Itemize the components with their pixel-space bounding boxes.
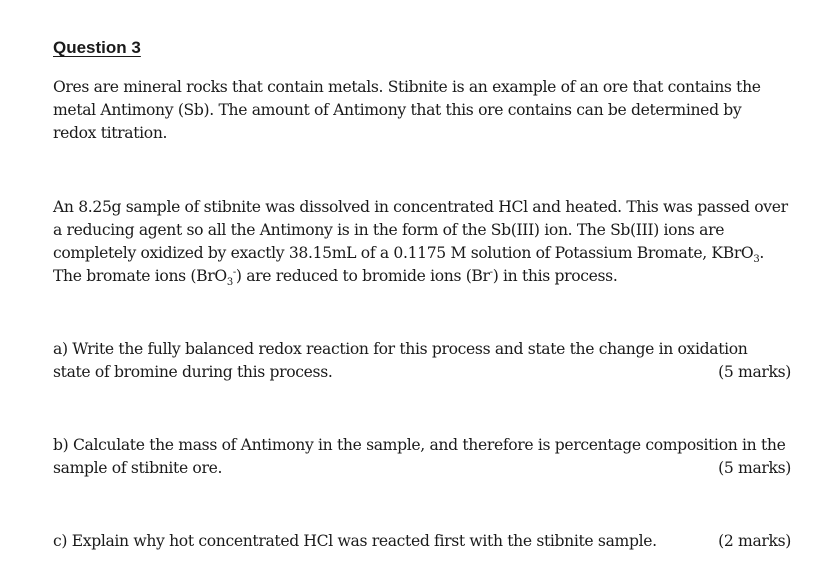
question-a-line: state of bromine during this process. <box>53 363 333 381</box>
context-line <box>53 265 805 288</box>
context-line: a reducing agent so all the Antimony is in the form of the Sb(III) ion. The Sb(III) ions are <box>53 221 725 239</box>
context-paragraph <box>53 196 805 288</box>
question-a <box>53 338 791 384</box>
question-c-row <box>53 530 791 553</box>
question-b-line: sample of stibnite ore. <box>53 459 223 477</box>
question-c <box>53 530 791 553</box>
question-a-line: a) Write the fully balanced redox reaction for this process and state the change in oxidation <box>53 340 748 358</box>
question-a-row <box>53 361 791 384</box>
question-c-line: c) Explain why hot concentrated HCl was reacted first with the stibnite sample. <box>53 532 657 550</box>
context-text: . <box>759 244 764 262</box>
marks-label: (2 marks) <box>718 532 791 550</box>
context-text: The bromate ions (BrO <box>53 267 227 285</box>
marks-label: (5 marks) <box>718 363 791 381</box>
question-b-row <box>53 457 791 480</box>
subscript: 3 <box>226 277 233 289</box>
superscript: - <box>232 266 236 278</box>
question-b <box>53 434 791 480</box>
context-line: An 8.25g sample of stibnite was dissolved in concentrated HCl and heated. This was passed over <box>53 198 788 216</box>
question-b-line: b) Calculate the mass of Antimony in the sample, and therefore is percentage composition in the <box>53 436 786 454</box>
marks-label: (5 marks) <box>718 459 791 477</box>
context-text: ) are reduced to bromide ions (Br <box>235 267 490 285</box>
subscript: 3 <box>753 254 760 266</box>
question-heading: Question 3 <box>53 38 141 57</box>
intro-line: metal Antimony (Sb). The amount of Antimony that this ore contains can be determined by <box>53 101 742 119</box>
context-line <box>53 242 805 265</box>
superscript: - <box>489 266 493 278</box>
intro-line: Ores are mineral rocks that contain metals. Stibnite is an example of an ore that contains the <box>53 78 761 96</box>
intro-paragraph <box>53 76 805 145</box>
context-text: ) in this process. <box>492 267 618 285</box>
context-text: completely oxidized by exactly 38.15mL of a 0.1175 M solution of Potassium Bromate, KBrO <box>53 244 754 262</box>
intro-line: redox titration. <box>53 124 168 142</box>
